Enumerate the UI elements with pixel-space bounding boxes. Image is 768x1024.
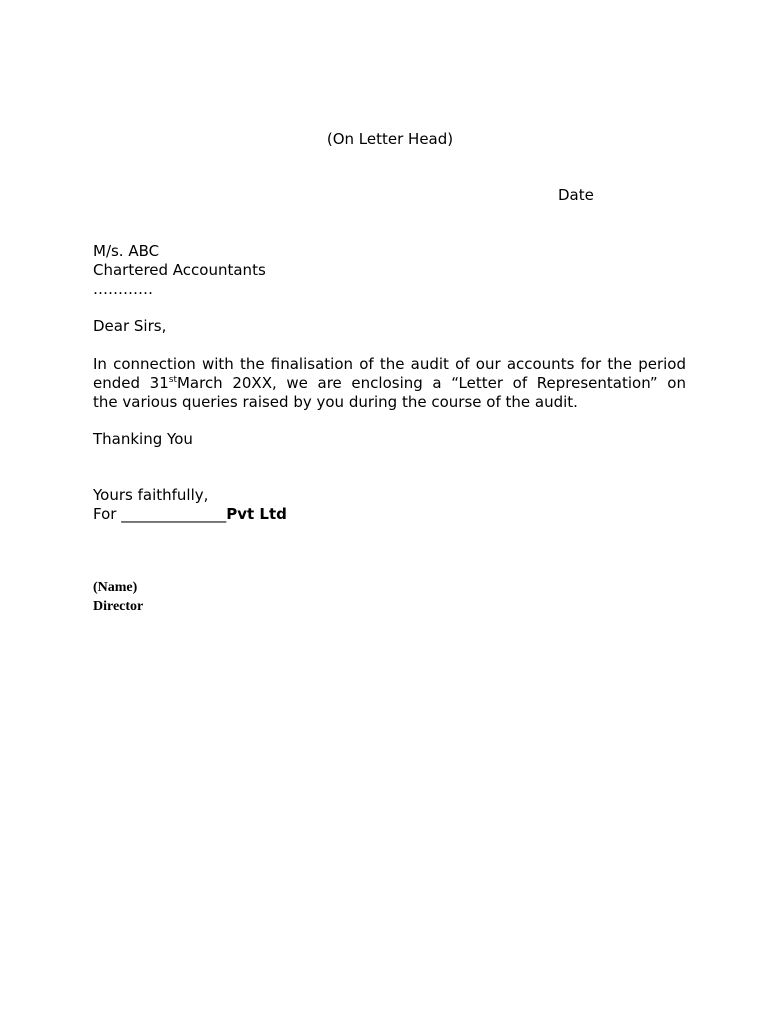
body-line-2-end: March 20XX, we are enclosing a “Letter of Representation” on — [176, 374, 686, 392]
ordinal-suffix: st — [168, 375, 177, 385]
signatory-title: Director — [93, 599, 144, 614]
salutation: Dear Sirs, — [93, 317, 167, 335]
letterhead-placeholder: (On Letter Head) — [326, 130, 454, 148]
body-line-2-start: ended 31 — [93, 374, 169, 392]
body-line-2 — [93, 374, 686, 393]
recipient-address: ………… — [93, 280, 153, 298]
recipient-name: M/s. ABC — [93, 242, 160, 260]
recipient-title: Chartered Accountants — [93, 261, 266, 279]
thanks-line: Thanking You — [93, 430, 193, 448]
closing-line: Yours faithfully, — [93, 486, 209, 504]
for-prefix: For ______________ — [93, 505, 227, 523]
body-line-3: the various queries raised by you during the course of the audit. — [93, 393, 578, 411]
date-label: Date — [558, 186, 594, 204]
signatory-name: (Name) — [93, 580, 138, 595]
company-line — [93, 505, 287, 524]
company-suffix: Pvt Ltd — [226, 505, 287, 523]
body-line-1: In connection with the finalisation of the audit of our accounts for the period — [93, 355, 686, 373]
body-paragraph — [93, 355, 686, 412]
